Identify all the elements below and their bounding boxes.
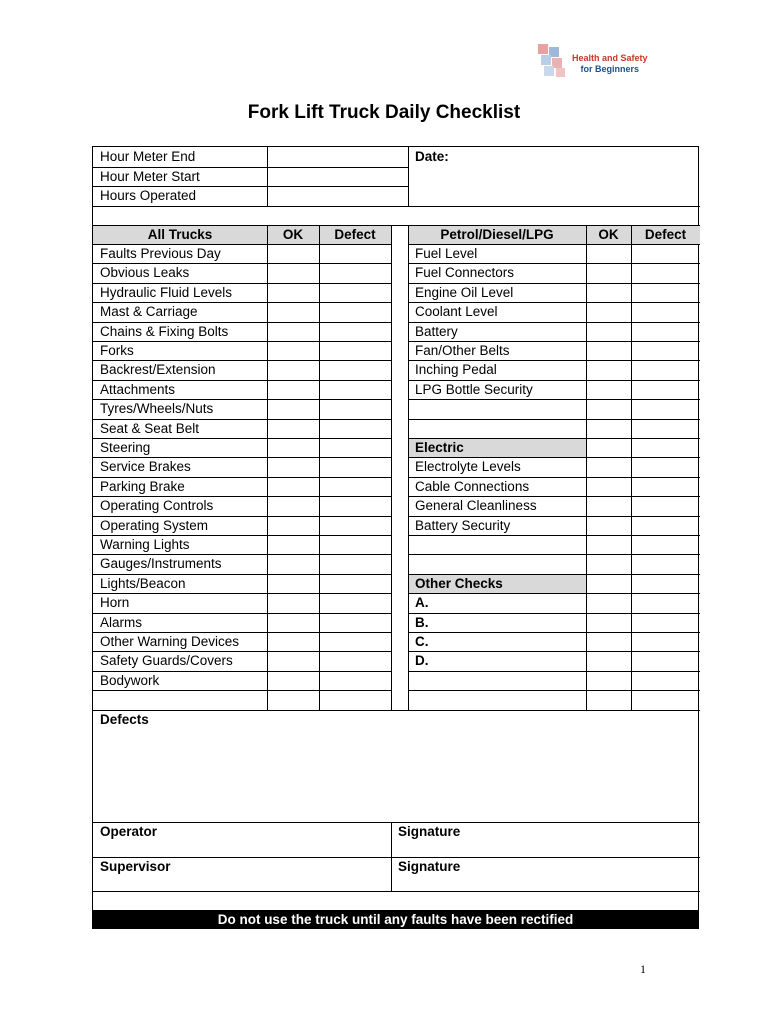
- checklist-item-label: Lights/Beacon: [100, 575, 186, 591]
- defect-checkbox-cell[interactable]: [631, 322, 700, 341]
- ok-checkbox-cell[interactable]: [267, 554, 319, 573]
- ok-checkbox-cell[interactable]: [586, 671, 631, 690]
- hour-meter-field[interactable]: [267, 167, 408, 187]
- checklist-item-label: Bodywork: [100, 672, 160, 688]
- checklist-item-label: Seat & Seat Belt: [100, 420, 200, 436]
- ok-checkbox-cell[interactable]: [586, 263, 631, 282]
- all-trucks-header: All Trucks: [147, 226, 213, 242]
- ok-checkbox-cell[interactable]: [267, 496, 319, 515]
- ok-checkbox-cell[interactable]: [267, 341, 319, 360]
- operator-signature-label: Signature: [398, 823, 461, 839]
- defect-checkbox-cell[interactable]: [631, 554, 700, 573]
- defect-checkbox-cell[interactable]: [319, 651, 391, 670]
- section-header: Electric: [415, 439, 464, 455]
- ok-checkbox-cell[interactable]: [586, 302, 631, 321]
- checklist-item-label: Mast & Carriage: [100, 304, 198, 320]
- supervisor-label: Supervisor: [100, 858, 171, 874]
- section-header: Other Checks: [415, 575, 503, 591]
- ok-checkbox-cell[interactable]: [586, 574, 631, 593]
- checklist-form: [92, 146, 699, 929]
- defect-checkbox-cell[interactable]: [319, 574, 391, 593]
- checklist-item-label: Coolant Level: [415, 304, 498, 320]
- defect-checkbox-cell[interactable]: [631, 399, 700, 418]
- defect-checkbox-cell[interactable]: [631, 651, 700, 670]
- ok-checkbox-cell[interactable]: [586, 535, 631, 554]
- date-label: Date:: [415, 149, 449, 164]
- page-number: 1: [640, 962, 646, 976]
- checklist-item-label: Other Warning Devices: [100, 633, 240, 649]
- ok-checkbox-cell[interactable]: [586, 477, 631, 496]
- defect-checkbox-cell[interactable]: [631, 574, 700, 593]
- defect-checkbox-cell[interactable]: [319, 690, 391, 709]
- defect-checkbox-cell[interactable]: [319, 438, 391, 457]
- footer-warning-banner: Do not use the truck until any faults have been rectified: [93, 910, 698, 929]
- defect-checkbox-cell[interactable]: [319, 457, 391, 476]
- defect-checkbox-cell[interactable]: [631, 360, 700, 379]
- hour-meter-label: Hour Meter Start: [100, 168, 200, 184]
- defect-checkbox-cell[interactable]: [631, 419, 700, 438]
- ok-checkbox-cell[interactable]: [267, 419, 319, 438]
- ok-checkbox-cell[interactable]: [586, 380, 631, 399]
- ok-checkbox-cell[interactable]: [586, 457, 631, 476]
- checklist-item-label: [408, 535, 586, 554]
- company-logo: [536, 42, 666, 80]
- operator-signature-field[interactable]: [391, 842, 700, 857]
- defect-checkbox-cell[interactable]: [319, 671, 391, 690]
- checklist-item-label: Faults Previous Day: [100, 245, 221, 261]
- ok-checkbox-cell[interactable]: [586, 554, 631, 573]
- checklist-item-label: Hydraulic Fluid Levels: [100, 284, 233, 300]
- defect-checkbox-cell[interactable]: [631, 263, 700, 282]
- checklist-item-label: Engine Oil Level: [415, 284, 514, 300]
- checklist-item-label: Backrest/Extension: [100, 362, 216, 378]
- hour-meter-field[interactable]: [267, 186, 408, 206]
- ok-checkbox-cell[interactable]: [586, 496, 631, 515]
- defect-checkbox-cell[interactable]: [319, 632, 391, 651]
- checklist-item-label: Battery: [415, 323, 458, 339]
- cubes-logo-icon: [536, 42, 568, 78]
- ok-checkbox-cell[interactable]: [267, 516, 319, 535]
- ok-checkbox-cell[interactable]: [267, 438, 319, 457]
- row-divider: [93, 206, 700, 207]
- checklist-item-label: [408, 554, 586, 573]
- ok-checkbox-cell[interactable]: [586, 322, 631, 341]
- defect-checkbox-cell[interactable]: [631, 457, 700, 476]
- ok-checkbox-cell[interactable]: [267, 593, 319, 612]
- defect-checkbox-cell[interactable]: [319, 516, 391, 535]
- defect-checkbox-cell[interactable]: [319, 283, 391, 302]
- column-divider: [391, 225, 392, 710]
- logo-line1: Health and Safety: [572, 53, 648, 63]
- checklist-item-label: Fan/Other Belts: [415, 342, 510, 358]
- defect-checkbox-cell[interactable]: [319, 244, 391, 263]
- checklist-item-label: C.: [415, 633, 429, 649]
- ok-checkbox-cell[interactable]: [267, 671, 319, 690]
- defect-checkbox-cell[interactable]: [631, 690, 700, 709]
- ok-checkbox-cell[interactable]: [586, 651, 631, 670]
- checklist-item-label: Chains & Fixing Bolts: [100, 323, 229, 339]
- ok-checkbox-cell[interactable]: [586, 360, 631, 379]
- logo-text: [572, 53, 648, 75]
- ok-column-header: OK: [598, 226, 619, 242]
- checklist-item-label: A.: [415, 595, 429, 611]
- ok-checkbox-cell[interactable]: [267, 613, 319, 632]
- defect-checkbox-cell[interactable]: [631, 671, 700, 690]
- ok-checkbox-cell[interactable]: [267, 302, 319, 321]
- checklist-item-label: LPG Bottle Security: [415, 381, 533, 397]
- defect-checkbox-cell[interactable]: [319, 496, 391, 515]
- checklist-item-label: Fuel Connectors: [415, 265, 515, 281]
- checklist-item-label: Parking Brake: [100, 478, 185, 494]
- defect-checkbox-cell[interactable]: [631, 283, 700, 302]
- checklist-item-label: Safety Guards/Covers: [100, 653, 233, 669]
- defect-column-header: Defect: [334, 226, 376, 242]
- checklist-item-label: Attachments: [100, 381, 176, 397]
- defect-checkbox-cell[interactable]: [319, 419, 391, 438]
- ok-checkbox-cell[interactable]: [586, 593, 631, 612]
- ok-checkbox-cell[interactable]: [586, 690, 631, 709]
- defect-checkbox-cell[interactable]: [631, 341, 700, 360]
- operator-field[interactable]: [93, 842, 391, 857]
- checklist-item-label: Cable Connections: [415, 478, 530, 494]
- defect-checkbox-cell[interactable]: [631, 438, 700, 457]
- checklist-item-label: D.: [415, 653, 429, 669]
- checklist-item-label: [408, 671, 586, 690]
- ok-checkbox-cell[interactable]: [267, 535, 319, 554]
- defect-checkbox-cell[interactable]: [319, 477, 391, 496]
- defect-checkbox-cell[interactable]: [631, 496, 700, 515]
- row-divider: [93, 891, 700, 892]
- defect-checkbox-cell[interactable]: [319, 399, 391, 418]
- ok-checkbox-cell[interactable]: [586, 283, 631, 302]
- checklist-item-label: Obvious Leaks: [100, 265, 190, 281]
- checklist-item-label: Operating Controls: [100, 498, 214, 514]
- checklist-item-label: [408, 419, 586, 438]
- checklist-item-label: Tyres/Wheels/Nuts: [100, 401, 214, 417]
- defect-checkbox-cell[interactable]: [319, 593, 391, 612]
- ok-checkbox-cell[interactable]: [586, 399, 631, 418]
- operator-label: Operator: [100, 823, 158, 839]
- defect-checkbox-cell[interactable]: [319, 263, 391, 282]
- defect-checkbox-cell[interactable]: [631, 516, 700, 535]
- ok-checkbox-cell[interactable]: [267, 399, 319, 418]
- checklist-item-label: Operating System: [100, 517, 209, 533]
- checklist-item-label: Electrolyte Levels: [415, 459, 521, 475]
- checklist-item-label: [93, 690, 267, 709]
- checklist-item-label: B.: [415, 614, 429, 630]
- defect-checkbox-cell[interactable]: [631, 380, 700, 399]
- checklist-item-label: Inching Pedal: [415, 362, 497, 378]
- logo-line2: for Beginners: [580, 64, 640, 74]
- checklist-item-label: Steering: [100, 439, 151, 455]
- ok-checkbox-cell[interactable]: [586, 613, 631, 632]
- checklist-item-label: [408, 690, 586, 709]
- ok-checkbox-cell[interactable]: [267, 651, 319, 670]
- checklist-item-label: Battery Security: [415, 517, 511, 533]
- hour-meter-label: Hour Meter End: [100, 149, 196, 164]
- hour-meter-field[interactable]: [267, 147, 408, 167]
- ok-checkbox-cell[interactable]: [267, 283, 319, 302]
- defect-checkbox-cell[interactable]: [319, 302, 391, 321]
- defect-checkbox-cell[interactable]: [631, 244, 700, 263]
- ok-checkbox-cell[interactable]: [267, 380, 319, 399]
- supervisor-field[interactable]: [93, 877, 391, 892]
- checklist-item-label: [408, 399, 586, 418]
- checklist-item-label: Service Brakes: [100, 459, 191, 475]
- checklist-item-label: Fuel Level: [415, 245, 478, 261]
- checklist-item-label: Gauges/Instruments: [100, 556, 222, 572]
- ok-checkbox-cell[interactable]: [586, 244, 631, 263]
- ok-checkbox-cell[interactable]: [267, 574, 319, 593]
- ok-checkbox-cell[interactable]: [267, 690, 319, 709]
- defects-textarea[interactable]: [93, 730, 700, 822]
- defect-column-header: Defect: [644, 226, 687, 242]
- ok-checkbox-cell[interactable]: [267, 244, 319, 263]
- ok-checkbox-cell[interactable]: [586, 632, 631, 651]
- date-field[interactable]: [408, 167, 700, 206]
- defects-label: Defects: [100, 711, 149, 727]
- ok-checkbox-cell[interactable]: [267, 632, 319, 651]
- defect-checkbox-cell[interactable]: [631, 613, 700, 632]
- ok-checkbox-cell[interactable]: [586, 516, 631, 535]
- ok-checkbox-cell[interactable]: [267, 322, 319, 341]
- page-title: Fork Lift Truck Daily Checklist: [247, 102, 521, 123]
- defect-checkbox-cell[interactable]: [631, 302, 700, 321]
- defect-checkbox-cell[interactable]: [319, 613, 391, 632]
- ok-checkbox-cell[interactable]: [586, 438, 631, 457]
- defect-checkbox-cell[interactable]: [631, 535, 700, 554]
- supervisor-signature-label: Signature: [398, 858, 461, 874]
- defect-checkbox-cell[interactable]: [319, 554, 391, 573]
- checklist-item-label: General Cleanliness: [415, 498, 537, 514]
- checklist-item-label: Alarms: [100, 614, 143, 630]
- ok-checkbox-cell[interactable]: [267, 477, 319, 496]
- ok-checkbox-cell[interactable]: [267, 360, 319, 379]
- petrol-diesel-lpg-header: Petrol/Diesel/LPG: [440, 226, 554, 242]
- defect-checkbox-cell[interactable]: [319, 322, 391, 341]
- defect-checkbox-cell[interactable]: [319, 380, 391, 399]
- ok-checkbox-cell[interactable]: [267, 263, 319, 282]
- defect-checkbox-cell[interactable]: [319, 360, 391, 379]
- checklist-item-label: Forks: [100, 342, 134, 358]
- defect-checkbox-cell[interactable]: [631, 477, 700, 496]
- ok-column-header: OK: [282, 226, 304, 242]
- ok-checkbox-cell[interactable]: [586, 341, 631, 360]
- defect-checkbox-cell[interactable]: [631, 593, 700, 612]
- supervisor-signature-field[interactable]: [391, 877, 700, 892]
- hour-meter-label: Hours Operated: [100, 188, 197, 203]
- checklist-item-label: Warning Lights: [100, 536, 190, 552]
- ok-checkbox-cell[interactable]: [267, 457, 319, 476]
- defect-checkbox-cell[interactable]: [319, 535, 391, 554]
- ok-checkbox-cell[interactable]: [586, 419, 631, 438]
- checklist-item-label: Horn: [100, 595, 130, 611]
- defect-checkbox-cell[interactable]: [319, 341, 391, 360]
- defect-checkbox-cell[interactable]: [631, 632, 700, 651]
